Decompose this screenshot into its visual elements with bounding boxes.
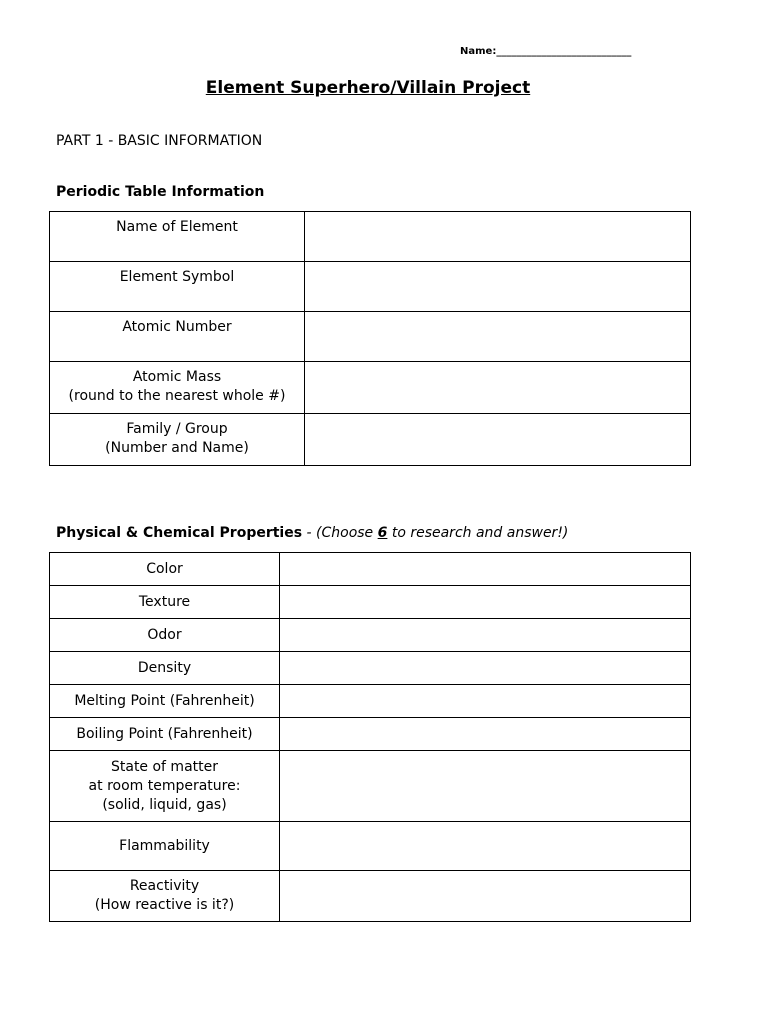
table-row (50, 871, 691, 922)
table-row (50, 414, 691, 466)
label-text: Texture (138, 593, 191, 610)
table-row (50, 312, 691, 362)
instruction-count: 6 (377, 525, 388, 541)
instruction-prefix: - (Choose (302, 525, 378, 541)
table-row (50, 751, 691, 822)
table-row (50, 362, 691, 414)
properties-instruction (302, 525, 568, 541)
answer-cell-texture[interactable] (280, 586, 691, 619)
student-name-line: Name:___________________________ (460, 46, 632, 57)
label-text: Density (137, 659, 192, 676)
label-text: Reactivity (129, 878, 200, 894)
instruction-suffix: to research and answer!) (387, 525, 569, 541)
row-label-density (50, 652, 280, 685)
physical-chemical-properties-table (49, 552, 691, 922)
row-label-element-symbol (50, 262, 305, 312)
table-row (50, 619, 691, 652)
answer-cell-name-of-element[interactable] (305, 212, 691, 262)
answer-cell-element-symbol[interactable] (305, 262, 691, 312)
answer-cell-family-group[interactable] (305, 414, 691, 466)
table-row (50, 553, 691, 586)
row-label-atomic-mass (50, 362, 305, 414)
row-label-melting-point (50, 685, 280, 718)
label-text: State of matter (110, 758, 219, 775)
row-label-family-group (50, 414, 305, 466)
label-text: Boiling Point (Fahrenheit) (76, 725, 253, 742)
label-text: Odor (147, 626, 182, 643)
label-text: Element Symbol (119, 269, 235, 285)
answer-cell-flammability[interactable] (280, 822, 691, 871)
properties-heading (56, 525, 568, 541)
table-row (50, 586, 691, 619)
row-label-name-of-element (50, 212, 305, 262)
row-label-atomic-number (50, 312, 305, 362)
label-text: Flammability (119, 837, 210, 854)
row-label-odor (50, 619, 280, 652)
label-text: Melting Point (Fahrenheit) (74, 692, 255, 709)
row-label-state-of-matter (50, 751, 280, 822)
answer-cell-odor[interactable] (280, 619, 691, 652)
label-subtext: (round to the nearest whole #) (68, 388, 286, 404)
answer-cell-reactivity[interactable] (280, 871, 691, 922)
periodic-table-heading: Periodic Table Information (56, 184, 265, 200)
row-label-color (50, 553, 280, 586)
label-text: Name of Element (116, 219, 238, 235)
label-subtext: at room temperature: (88, 777, 241, 794)
label-text: Color (146, 560, 183, 577)
answer-cell-melting-point[interactable] (280, 685, 691, 718)
properties-heading-text: Physical & Chemical Properties (56, 525, 303, 541)
table-row (50, 718, 691, 751)
table-row (50, 212, 691, 262)
label-subtext: (How reactive is it?) (94, 897, 235, 913)
row-label-texture (50, 586, 280, 619)
answer-cell-atomic-number[interactable] (305, 312, 691, 362)
row-label-flammability (50, 822, 280, 871)
table-row (50, 652, 691, 685)
label-subtext: (Number and Name) (105, 440, 249, 456)
label-text: Family / Group (126, 421, 228, 437)
part-1-heading: PART 1 - BASIC INFORMATION (56, 133, 263, 149)
label-text: Atomic Number (122, 319, 232, 335)
answer-cell-density[interactable] (280, 652, 691, 685)
table-row (50, 262, 691, 312)
table-row (50, 822, 691, 871)
answer-cell-atomic-mass[interactable] (305, 362, 691, 414)
answer-cell-boiling-point[interactable] (280, 718, 691, 751)
label-subtext: (solid, liquid, gas) (102, 796, 227, 813)
page-title: Element Superhero/Villain Project (205, 78, 531, 98)
answer-cell-color[interactable] (280, 553, 691, 586)
answer-cell-state-of-matter[interactable] (280, 751, 691, 822)
periodic-table-information-table (49, 211, 691, 466)
row-label-boiling-point (50, 718, 280, 751)
table-row (50, 685, 691, 718)
label-text: Atomic Mass (132, 369, 222, 385)
row-label-reactivity (50, 871, 280, 922)
